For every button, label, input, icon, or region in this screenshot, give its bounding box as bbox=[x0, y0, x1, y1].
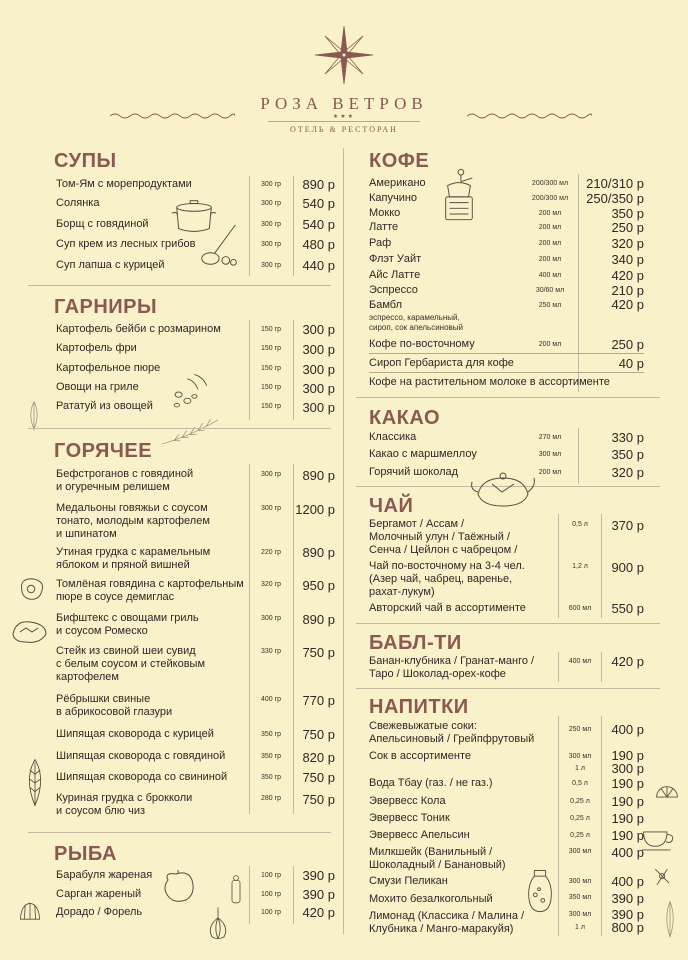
coffee-item-price: 320 р bbox=[611, 236, 644, 251]
orange-slice-icon bbox=[654, 778, 680, 804]
hot-item-qty: 320 гр bbox=[260, 581, 282, 588]
coffee-item-qty: 200/300 мл bbox=[531, 195, 569, 202]
drinks-item-price: 190 р bbox=[611, 794, 644, 809]
tea-item-qty: 600 мл bbox=[568, 605, 592, 612]
fish-item-name: Барабуля жареная bbox=[56, 869, 153, 881]
steak-icon bbox=[10, 615, 50, 647]
drinks-mojito-name: Мохито безалкогольный bbox=[369, 893, 493, 905]
hot-item-qty: 400 гр bbox=[260, 696, 282, 703]
coffee-item-price: 250 р bbox=[611, 220, 644, 235]
coffee-item-price: 420 р bbox=[611, 268, 644, 283]
hot-item-price: 750 р bbox=[302, 645, 335, 660]
coffee-item-name: Американо bbox=[369, 177, 426, 189]
coffee-item-qty: 30/60 мл bbox=[535, 287, 565, 294]
hot-item-name: Куриная грудка с брокколи и соусом блю чиз bbox=[56, 792, 193, 817]
garnish-bottom-rule bbox=[28, 428, 331, 429]
fish-item-qty: 100 гр bbox=[260, 872, 282, 879]
drinks-item-name: Эвервесс Кола bbox=[369, 795, 446, 807]
hot-item-qty: 350 гр bbox=[260, 774, 282, 781]
fried-egg-icon bbox=[18, 575, 46, 603]
hot-item-price: 890 р bbox=[302, 468, 335, 483]
hot-bottom-rule bbox=[28, 832, 331, 833]
bumble-note: эспрессо, карамельный, сироп, сок апельсиновый bbox=[369, 313, 464, 332]
drinks-item-qty: 0,25 л bbox=[570, 832, 590, 839]
tea-item-qty: 1,2 л bbox=[572, 563, 588, 570]
coffee-item-qty: 200 мл bbox=[538, 256, 562, 263]
drinks-mojito-price: 390 р bbox=[611, 891, 644, 906]
hot-item-price: 1200 р bbox=[295, 502, 335, 517]
garnish-item-qty: 150 гр bbox=[260, 326, 282, 333]
coffee-item-name: Айс Латте bbox=[369, 269, 421, 281]
shell-icon bbox=[18, 900, 42, 924]
coffee-item-name: Бамбл bbox=[369, 299, 402, 311]
hot-item-name: Шипящая сковорода со свининой bbox=[56, 771, 228, 783]
tea-item-name: Авторский чай в ассортименте bbox=[369, 602, 526, 614]
hot-item-qty: 300 гр bbox=[260, 505, 282, 512]
coffee-item-price: 210 р bbox=[611, 283, 644, 298]
garnish-item-name: Картофельное пюре bbox=[56, 362, 161, 374]
drinks-juice-price: 400 р bbox=[611, 722, 644, 737]
drinks-juice-assort-price: 190 р bbox=[611, 748, 644, 763]
garnish-item-name: Картофель бейби с розмарином bbox=[56, 323, 221, 335]
tea-item-name: Чай по-восточному на 3-4 чел. (Азер чай, чабрец, варенье, рахат-лукум) bbox=[369, 560, 525, 598]
hot-item-price: 770 р bbox=[302, 693, 335, 708]
soup-item-price: 480 р bbox=[302, 237, 335, 252]
cocoa-item-name: Горячий шоколад bbox=[369, 466, 459, 478]
drinks-smoothie-price: 400 р bbox=[611, 874, 644, 889]
garnish-item-price: 300 р bbox=[302, 381, 335, 396]
brand-subtitle: ОТЕЛЬ & РЕСТОРАН bbox=[290, 125, 398, 134]
coffee-syrup-price: 40 р bbox=[618, 356, 644, 371]
drinks-milkshake-price: 400 р bbox=[611, 845, 644, 860]
bubble-item-name: Банан-клубника / Гранат-манго / Таро / Шоколад-орех-кофе bbox=[369, 655, 535, 680]
soup-item-price: 890 р bbox=[302, 177, 335, 192]
wheat-icon bbox=[150, 412, 230, 452]
drinks-item-qty: 0,5 л bbox=[572, 780, 588, 787]
hot-item-qty: 330 гр bbox=[260, 648, 282, 655]
subtitle-rule bbox=[268, 121, 420, 122]
cocoa-item-name: Какао с маршмеллоу bbox=[369, 448, 477, 460]
drinks-item-price: 190 р bbox=[611, 811, 644, 826]
drinks-juice-assort-price: 300 р bbox=[611, 761, 644, 776]
brand-stars: ★★★ bbox=[332, 114, 356, 120]
drinks-smoothie-qty: 300 мл bbox=[568, 878, 592, 885]
fish-item-qty: 100 гр bbox=[260, 909, 282, 916]
hot-title: ГОРЯЧЕЕ bbox=[54, 440, 153, 462]
coffee-plant-milk: Кофе на растительном молоке в ассортименте bbox=[369, 376, 610, 388]
garnish-title: ГАРНИРЫ bbox=[54, 296, 158, 318]
soup-item-qty: 300 гр bbox=[260, 262, 282, 269]
cocoa-item-qty: 270 мл bbox=[538, 434, 562, 441]
drinks-juice-assort-qty: 1 л bbox=[575, 765, 585, 772]
drinks-item-name: Эвервесс Тоник bbox=[369, 812, 450, 824]
tea-item-price: 900 р bbox=[611, 560, 644, 575]
tea-title: ЧАЙ bbox=[369, 495, 414, 517]
coffee-item-name: Капучино bbox=[369, 192, 418, 204]
brand-name: РОЗА ВЕТРОВ bbox=[260, 94, 428, 113]
drinks-milkshake-name: Милкшейк (Ванильный / Шоколадный / Банановый) bbox=[369, 846, 506, 871]
teacup-icon bbox=[640, 826, 676, 854]
hot-item-price: 890 р bbox=[302, 545, 335, 560]
hot-qty-separator bbox=[249, 464, 250, 814]
coffee-item-qty: 250 мл bbox=[538, 302, 562, 309]
tea-qty-separator bbox=[558, 514, 559, 618]
soup-item-name: Суп лапша с курицей bbox=[56, 259, 165, 271]
hot-item-qty: 280 гр bbox=[260, 795, 282, 802]
hot-item-price: 820 р bbox=[302, 750, 335, 765]
hot-item-qty: 300 гр bbox=[260, 471, 282, 478]
drinks-mojito-qty: 350 мл bbox=[568, 894, 592, 901]
coffee-plant-rule bbox=[369, 372, 644, 373]
coffee-item-price: 340 р bbox=[611, 252, 644, 267]
garnish-qty-separator bbox=[249, 320, 250, 420]
drinks-smoothie-name: Смузи Пеликан bbox=[369, 875, 448, 887]
fish-item-qty: 100 гр bbox=[260, 891, 282, 898]
drinks-lemonade-qty: 300 мл bbox=[568, 911, 592, 918]
coffee-item-name: Мокко bbox=[369, 207, 401, 219]
coffee-item-price: 250/350 р bbox=[586, 191, 644, 206]
fish-item-price: 420 р bbox=[302, 905, 335, 920]
garnish-item-qty: 150 гр bbox=[260, 365, 282, 372]
coffee-syrup-rule bbox=[369, 353, 644, 354]
hot-item-name: Рёбрышки свиные в абрикосовой глазури bbox=[56, 693, 173, 718]
coffee-bottom-rule bbox=[356, 397, 660, 398]
hot-item-name: Медальоны говяжьи с соусом тонато, молодым картофелем и шпинатом bbox=[56, 502, 210, 540]
drinks-item-name: Вода Тбау (газ. / не газ.) bbox=[369, 777, 493, 789]
tea-item-price: 370 р bbox=[611, 518, 644, 533]
soup-item-price: 440 р bbox=[302, 258, 335, 273]
soups-qty-separator bbox=[249, 176, 250, 276]
potato-wedges-icon bbox=[168, 370, 212, 414]
soup-item-name: Борщ с говядиной bbox=[56, 218, 149, 230]
cocoa-item-qty: 200 мл bbox=[538, 469, 562, 476]
hot-item-name: Стейк из свиной шеи сувид с белым соусом и стейковым картофелем bbox=[56, 645, 206, 683]
coffee-item-name: Латте bbox=[369, 221, 399, 233]
hot-item-price: 750 р bbox=[302, 770, 335, 785]
leaf-right-icon bbox=[662, 898, 678, 942]
soup-item-qty: 300 гр bbox=[260, 200, 282, 207]
bubble-item-qty: 400 мл bbox=[568, 658, 592, 665]
hot-item-name: Шипящая сковорода с курицей bbox=[56, 728, 214, 740]
hot-item-name: Утиная грудка с карамельным яблоком и пряной вишней bbox=[56, 546, 211, 571]
drinks-juice-assort-qty: 300 мл bbox=[568, 753, 592, 760]
bubble-title: БАБЛ-ТИ bbox=[369, 632, 462, 654]
bubble-bottom-rule bbox=[356, 688, 660, 689]
soup-item-price: 540 р bbox=[302, 217, 335, 232]
drinks-item-price: 190 р bbox=[611, 828, 644, 843]
wavy-line-left bbox=[110, 112, 235, 120]
garnish-item-qty: 150 гр bbox=[260, 384, 282, 391]
hot-item-qty: 350 гр bbox=[260, 731, 282, 738]
tea-item-qty: 0,5 л bbox=[572, 521, 588, 528]
hot-item-name: Томлёная говядина с картофельным пюре в соусе демиглас bbox=[56, 578, 244, 603]
garnish-item-name: Рататуй из овощей bbox=[56, 400, 153, 412]
coffee-syrup-name: Сироп Гербариста для кофе bbox=[369, 357, 514, 369]
coffee-item-qty: 200/300 мл bbox=[531, 180, 569, 187]
hot-item-name: Бефстроганов с говядиной и огуречным релишем bbox=[56, 468, 194, 493]
spices-icon bbox=[650, 864, 676, 890]
hot-item-qty: 300 гр bbox=[260, 615, 282, 622]
drinks-item-qty: 0,25 л bbox=[570, 815, 590, 822]
leaf-icon bbox=[22, 755, 48, 811]
drinks-juice-qty: 250 мл bbox=[568, 726, 592, 733]
fish-title: РЫБА bbox=[54, 843, 117, 865]
hot-item-price: 950 р bbox=[302, 578, 335, 593]
cocoa-item-price: 320 р bbox=[611, 465, 644, 480]
coffee-qty-separator bbox=[578, 174, 579, 392]
drinks-milkshake-qty: 300 мл bbox=[568, 848, 592, 855]
fish-item-name: Сарган жареный bbox=[56, 888, 142, 900]
soups-bottom-rule bbox=[28, 285, 331, 286]
teapot-icon bbox=[468, 470, 538, 510]
soup-item-price: 540 р bbox=[302, 196, 335, 211]
wavy-line-right bbox=[467, 112, 592, 120]
soup-item-name: Том-Ям с морепродуктами bbox=[56, 178, 192, 190]
hot-item-name: Бифштекс с овощами гриль и соусом Ромеско bbox=[56, 612, 199, 637]
header bbox=[0, 0, 688, 140]
fish-item-price: 390 р bbox=[302, 887, 335, 902]
coffee-grinder-icon bbox=[440, 166, 478, 224]
hot-item-qty: 350 гр bbox=[260, 753, 282, 760]
cocoa-qty-separator bbox=[578, 428, 579, 484]
coffee-item-qty: 200 мл bbox=[538, 240, 562, 247]
coffee-item-price: 210/310 р bbox=[586, 176, 644, 191]
fish-item-price: 390 р bbox=[302, 868, 335, 883]
coffee-item-qty: 200 мл bbox=[538, 224, 562, 231]
garnish-item-price: 300 р bbox=[302, 322, 335, 337]
spoon-noodles-icon bbox=[197, 222, 245, 270]
coffee-item-price: 420 р bbox=[611, 297, 644, 312]
jar-icon bbox=[526, 868, 554, 916]
drinks-lemonade-price: 390 р bbox=[611, 907, 644, 922]
compass-rose-icon bbox=[313, 24, 375, 86]
coffee-oriental-qty: 200 мл bbox=[538, 341, 562, 348]
coffee-item-qty: 200 мл bbox=[538, 210, 562, 217]
bubble-item-price: 420 р bbox=[611, 654, 644, 669]
hot-item-qty: 220 гр bbox=[260, 549, 282, 556]
hot-item-name: Шипящая сковорода с говядиной bbox=[56, 750, 226, 762]
tea-bottom-rule bbox=[356, 623, 660, 624]
bubble-qty-separator bbox=[558, 652, 559, 682]
fish-qty-separator bbox=[249, 866, 250, 924]
drinks-lemonade-name: Лимонад (Классика / Малина / Клубника / Манго-маракуйя) bbox=[369, 910, 525, 935]
leaf-left-icon bbox=[26, 396, 42, 436]
hot-item-price: 750 р bbox=[302, 727, 335, 742]
soup-item-qty: 300 гр bbox=[260, 241, 282, 248]
cocoa-item-price: 330 р bbox=[611, 430, 644, 445]
tea-item-price: 550 р bbox=[611, 601, 644, 616]
coffee-oriental-name: Кофе по-восточному bbox=[369, 338, 475, 350]
drinks-lemonade-qty: 1 л bbox=[575, 924, 585, 931]
garnish-item-name: Овощи на гриле bbox=[56, 381, 139, 393]
coffee-oriental-price: 250 р bbox=[611, 337, 644, 352]
soup-item-name: Суп крем из лесных грибов bbox=[56, 238, 196, 250]
drinks-item-name: Эвервесс Апельсин bbox=[369, 829, 470, 841]
garnish-item-price: 300 р bbox=[302, 342, 335, 357]
tea-item-name: Бергамот / Ассам / Молочный улун / Таёжный / Сенча / Цейлон с чабрецом / bbox=[369, 518, 518, 556]
soup-item-qty: 300 гр bbox=[260, 221, 282, 228]
drinks-title: НАПИТКИ bbox=[369, 696, 469, 718]
soup-item-qty: 300 гр bbox=[260, 181, 282, 188]
garnish-item-qty: 150 гр bbox=[260, 345, 282, 352]
whisk-icon bbox=[205, 905, 231, 941]
garnish-item-price: 300 р bbox=[302, 400, 335, 415]
drinks-juice-name: Свежевыжатые соки: Апельсиновый / Грейпфрутовый bbox=[369, 720, 535, 745]
cocoa-item-name: Классика bbox=[369, 431, 417, 443]
coffee-title: КОФЕ bbox=[369, 150, 430, 172]
garnish-item-name: Картофель фри bbox=[56, 342, 137, 354]
drinks-lemonade-price: 800 р bbox=[611, 920, 644, 935]
cocoa-title: КАКАО bbox=[369, 407, 441, 429]
coffee-item-qty: 400 мл bbox=[538, 272, 562, 279]
garnish-item-qty: 150 гр bbox=[260, 403, 282, 410]
soup-item-name: Солянка bbox=[56, 197, 100, 209]
drinks-qty-separator bbox=[558, 716, 559, 936]
drinks-item-qty: 0,25 л bbox=[570, 798, 590, 805]
drinks-juice-assort-name: Сок в ассортименте bbox=[369, 750, 472, 762]
coffee-item-name: Флэт Уайт bbox=[369, 253, 422, 265]
hot-item-price: 750 р bbox=[302, 792, 335, 807]
coffee-item-price: 350 р bbox=[611, 206, 644, 221]
drinks-item-price: 190 р bbox=[611, 776, 644, 791]
fish-item-name: Дорадо / Форель bbox=[56, 906, 143, 918]
cocoa-item-price: 350 р bbox=[611, 447, 644, 462]
garnish-item-price: 300 р bbox=[302, 362, 335, 377]
salt-shaker-icon bbox=[228, 872, 244, 908]
cocoa-item-qty: 300 мл bbox=[538, 451, 562, 458]
pepper-icon bbox=[158, 868, 198, 908]
hot-item-price: 890 р bbox=[302, 612, 335, 627]
coffee-item-name: Раф bbox=[369, 237, 392, 249]
column-divider bbox=[343, 148, 344, 934]
soups-title: СУПЫ bbox=[54, 150, 117, 172]
coffee-item-name: Эспрессо bbox=[369, 284, 418, 296]
